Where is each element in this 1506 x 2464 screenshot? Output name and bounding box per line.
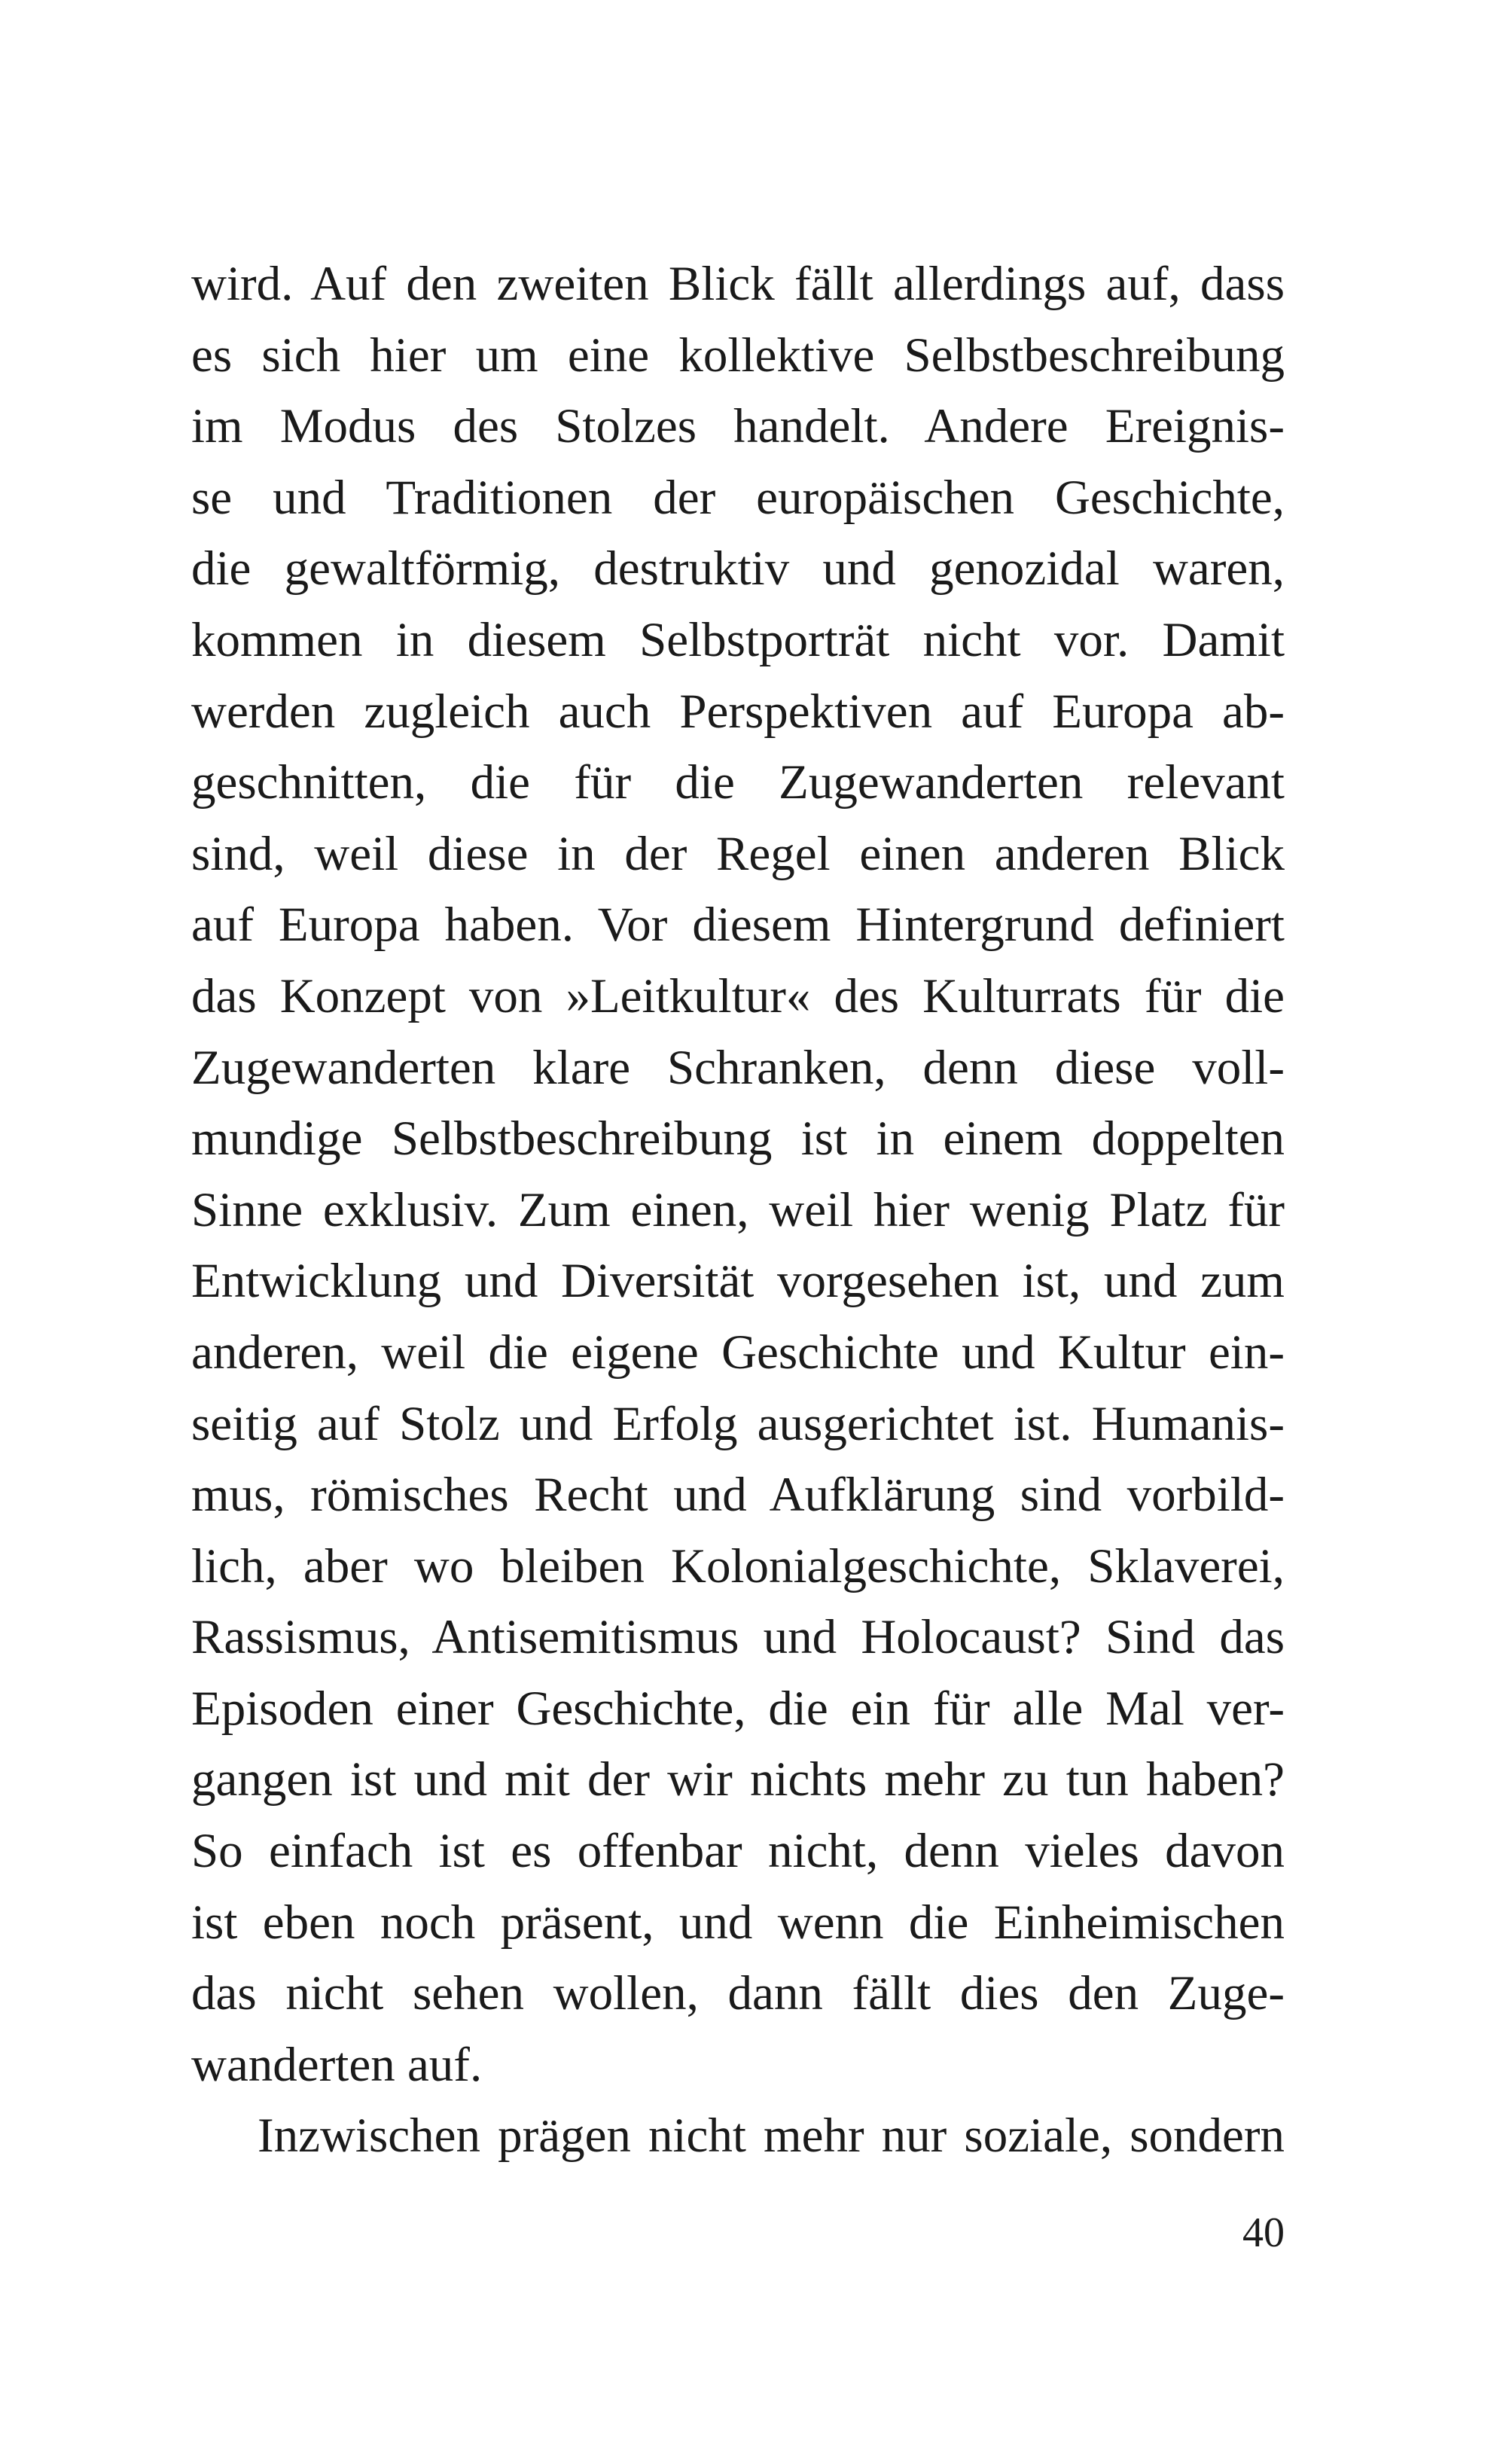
text-line: Sinne exklusiv. Zum einen, weil hier wenig Platz für [191,1182,1285,1237]
body-text [191,249,1285,2172]
text-line: auf Europa haben. Vor diesem Hintergrund definiert [191,898,1285,953]
text-line: mundige Selbstbeschreibung ist in einem doppelten [191,1112,1285,1166]
text-line: sind, weil diese in der Regel einen anderen Blick [191,826,1285,881]
text-line: es sich hier um eine kollektive Selbstbeschreibung [191,328,1285,383]
text-line: mus, römisches Recht und Aufklärung sind vorbild- [191,1468,1285,1523]
page-number: 40 [1242,2209,1285,2256]
text-line: So einfach ist es offenbar nicht, denn vieles davon [191,1824,1285,1879]
text-line: Rassismus, Antisemitismus und Holocaust? Sind das [191,1610,1285,1665]
text-line: die gewaltförmig, destruktiv und genozidal waren, [191,541,1285,596]
text-line: Entwicklung und Diversität vorgesehen ist, und zum [191,1254,1285,1309]
text-line: wanderten auf. [191,2037,483,2092]
text-line: anderen, weil die eigene Geschichte und Kultur ein- [191,1325,1285,1380]
text-line: ist eben noch präsent, und wenn die Einheimischen [191,1895,1285,1950]
paragraph-2 [191,2100,1285,2172]
text-line: im Modus des Stolzes handelt. Andere Ereignis- [191,399,1285,454]
text-line: das Konzept von »Leitkultur« des Kulturrats für die [191,968,1285,1023]
text-line: Inzwischen prägen nicht mehr nur soziale, sondern [258,2109,1285,2164]
text-line: seitig auf Stolz und Erfolg ausgerichtet ist. Humanis- [191,1396,1285,1451]
text-line: Zugewanderten klare Schranken, denn diese voll- [191,1040,1285,1095]
text-line: geschnitten, die für die Zugewanderten relevant [191,755,1285,810]
text-line: wird. Auf den zweiten Blick fällt allerdings auf, dass [191,257,1285,311]
text-line: werden zugleich auch Perspektiven auf Europa ab- [191,684,1285,739]
text-line: kommen in diesem Selbstporträt nicht vor. Damit [191,612,1285,667]
paragraph-1 [191,249,1285,2100]
text-line: gangen ist und mit der wir nichts mehr zu tun haben? [191,1752,1285,1807]
text-line: lich, aber wo bleiben Kolonialgeschichte, Sklaverei, [191,1538,1285,1593]
text-line: se und Traditionen der europäischen Geschichte, [191,470,1285,525]
text-line: Episoden einer Geschichte, die ein für alle Mal ver- [191,1681,1285,1736]
text-line: das nicht sehen wollen, dann fällt dies den Zuge- [191,1966,1285,2021]
